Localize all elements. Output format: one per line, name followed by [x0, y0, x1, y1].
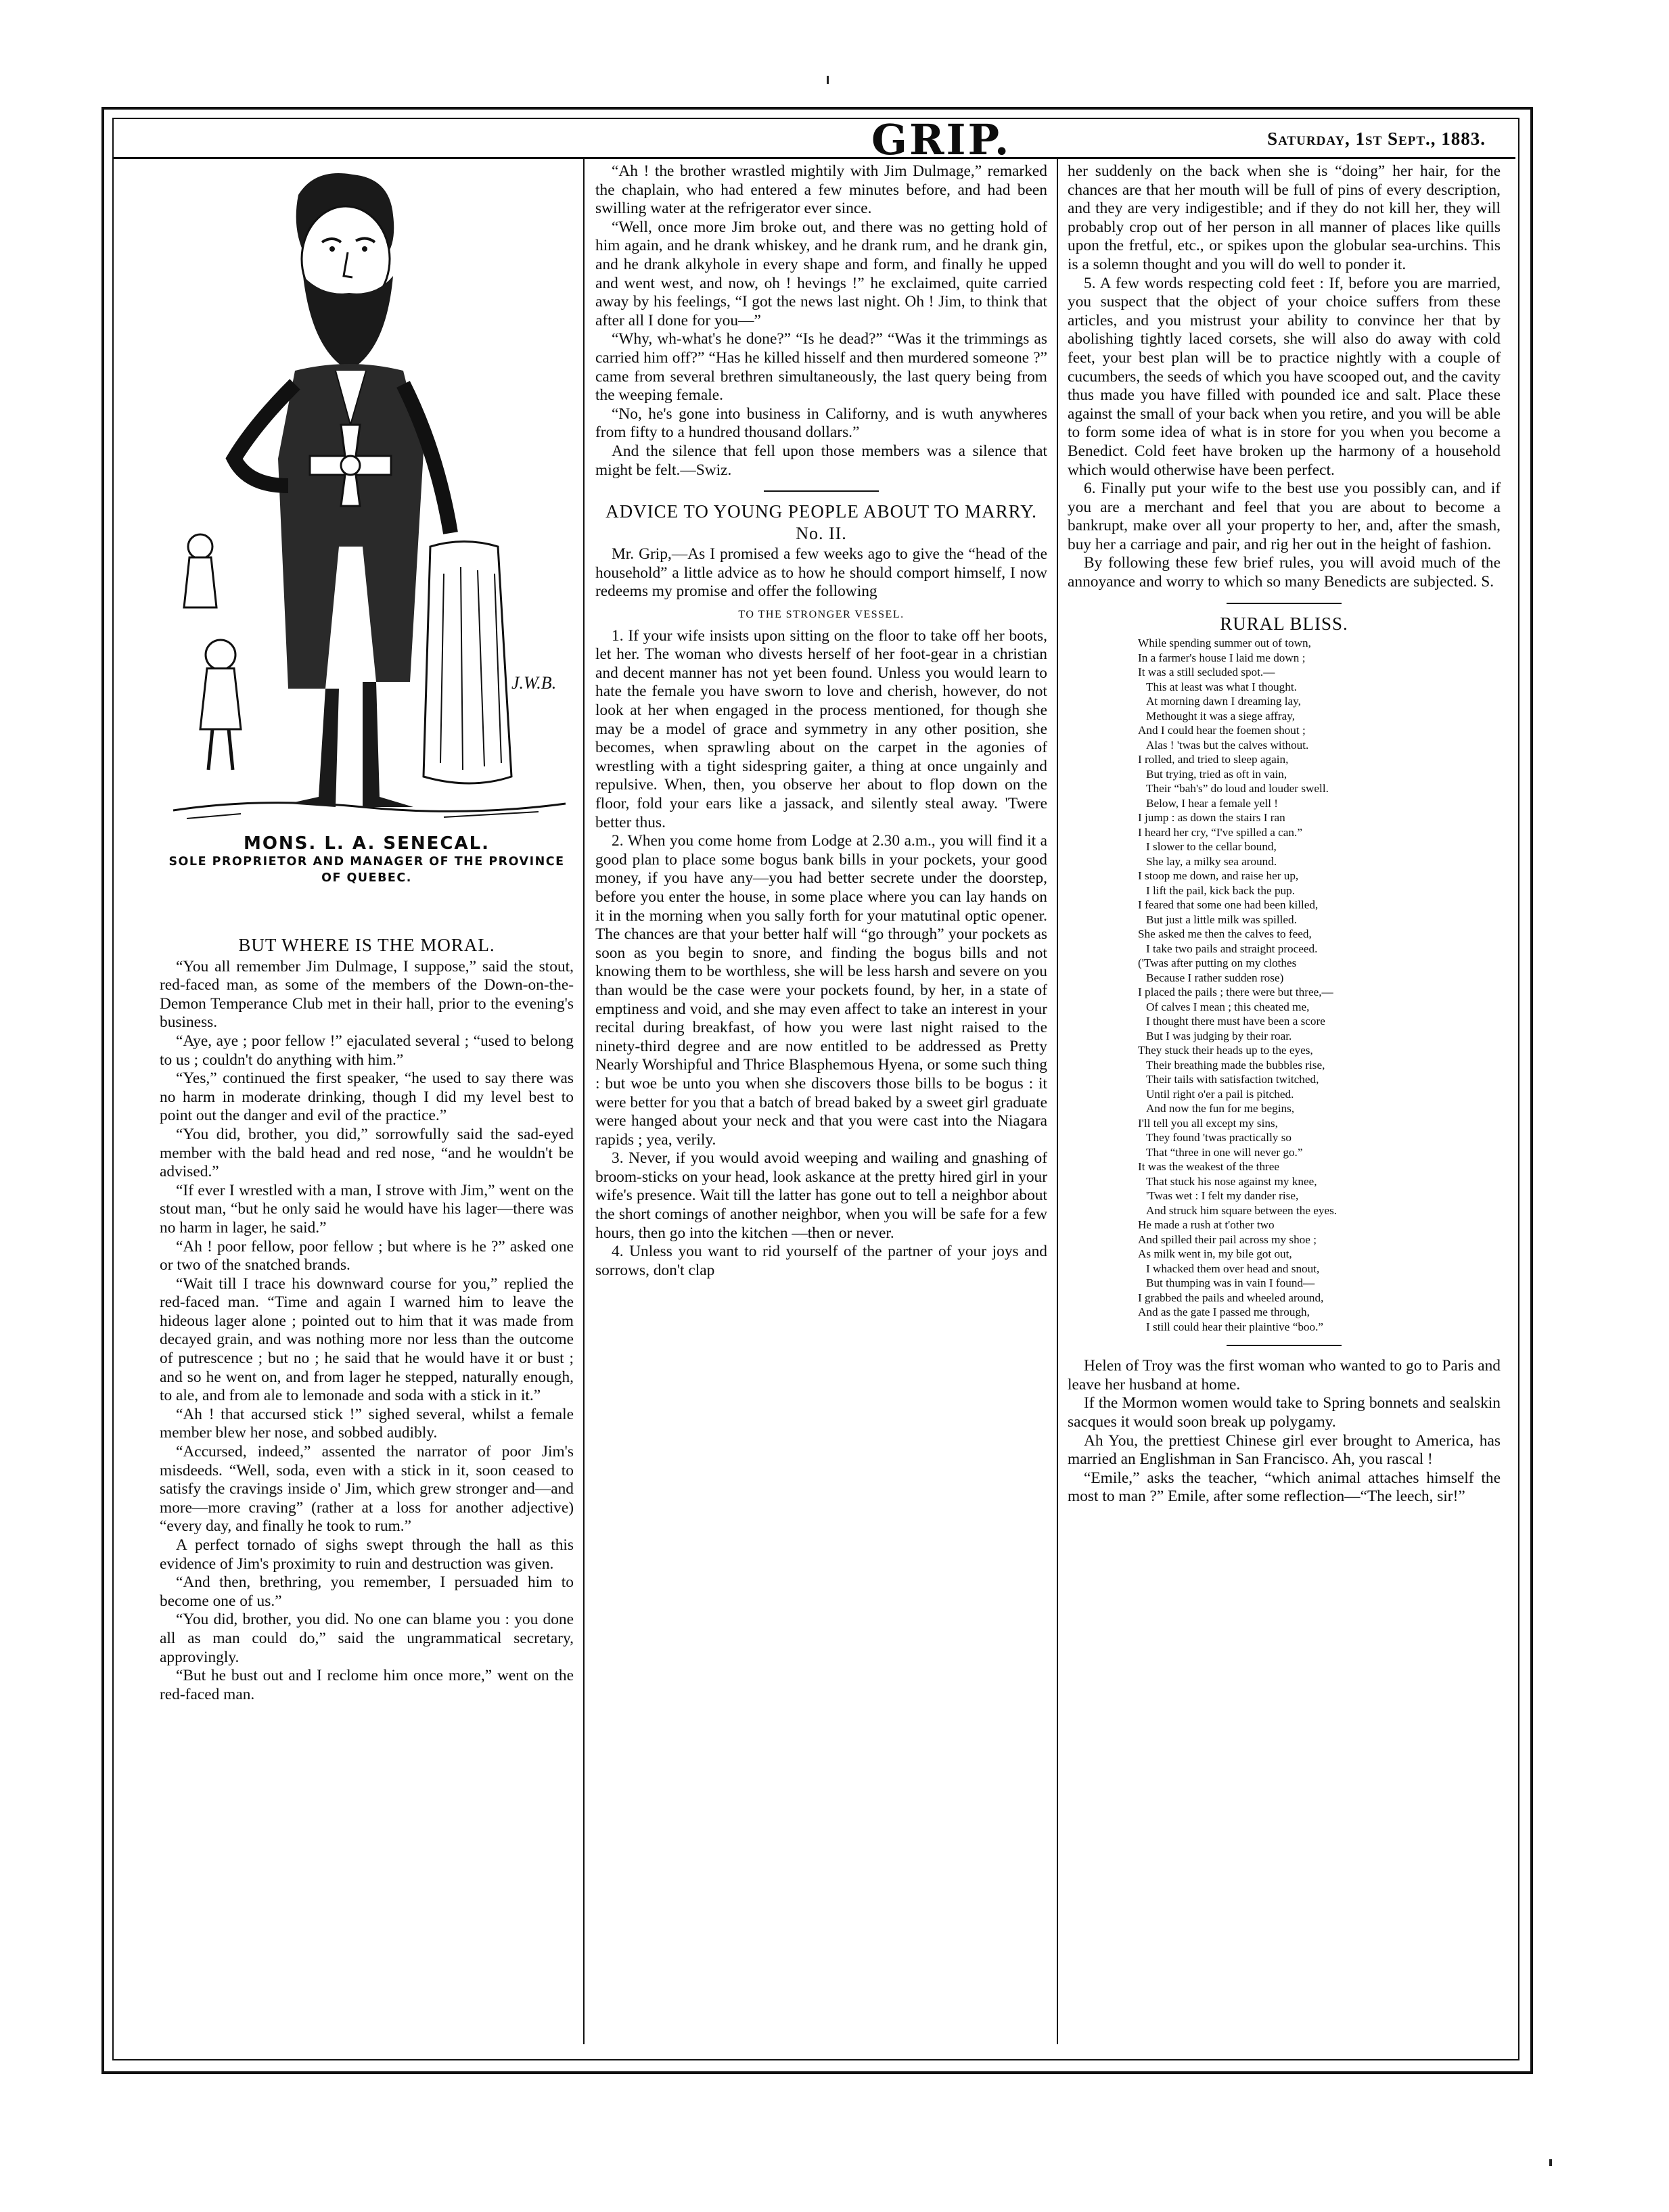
poem-line: I grabbed the pails and wheeled around,	[1138, 1291, 1324, 1304]
paragraph: “But he bust out and I reclome him once more,” went on the red-faced man.	[160, 1667, 574, 1703]
poem-line: Their breathing made the bubbles rise,	[1146, 1058, 1325, 1072]
poem-line: But trying, tried as oft in vain,	[1146, 767, 1287, 781]
poem-line: And now the fun for me begins,	[1146, 1102, 1295, 1115]
paragraph: “You did, brother, you did,” sorrowfully said the sad-eyed member with the bald head and red nose, “and he wouldn't be advised.”	[160, 1125, 574, 1181]
poem-line: That “three in one will never go.”	[1146, 1145, 1303, 1159]
paragraph: 3. Never, if you would avoid weeping and wailing and gnashing of broom-sticks on your head, look askance at the pretty hired girl in your wife's presence. Wait till the latter has gone out to tell a neighbor about the short comings of another neighbor, when you will be safe for a few hours, then go into the kitchen —then or never.	[595, 1149, 1047, 1242]
column-1	[160, 932, 574, 1704]
poem-line: And spilled their pail across my shoe ;	[1138, 1232, 1317, 1246]
poem-line: But just a little milk was spilled.	[1146, 913, 1297, 926]
paragraph: her suddenly on the back when she is “doing” her hair, for the chances are that her mouth will be full of pins of every description, and they are very indigestible; and if they do not kill her, they will probably crop out of her person in all manner of places like quills upon the fretful, etc., or spikes upon the globular sea-urchins. This is a solemn thought and you will do well to ponder it.	[1068, 162, 1501, 273]
poem-line: Methought it was a siege affray,	[1146, 709, 1296, 722]
poem-line: Their tails with satisfaction twitched,	[1146, 1073, 1319, 1086]
poem-line: And struck him square between the eyes.	[1146, 1203, 1338, 1217]
poem-line: Below, I hear a female yell !	[1146, 796, 1279, 810]
poem-line: They found 'twas practically so	[1146, 1131, 1292, 1145]
paragraph: 4. Unless you want to rid yourself of the partner of your joys and sorrows, don't clap	[595, 1243, 1047, 1279]
article-number: No. II.	[796, 523, 847, 543]
paragraph: A perfect tornado of sighs swept through the hall as this evidence of Jim's proximity to ruin and destruction was given.	[160, 1536, 574, 1573]
poem-line: She lay, a milky sea around.	[1146, 854, 1277, 868]
paragraph: And the silence that fell upon those members was a silence that might be felt.—Swiz.	[595, 442, 1047, 479]
poem-line: And as the gate I passed me through,	[1138, 1306, 1310, 1319]
poem-line: I jump : as down the stairs I ran	[1138, 811, 1285, 825]
poem-line: 'Twas wet : I felt my dander rise,	[1146, 1189, 1299, 1203]
paragraph: Helen of Troy was the first woman who wanted to go to Paris and leave her husband at home.	[1068, 1357, 1501, 1393]
article-subheading: TO THE STRONGER VESSEL.	[738, 609, 905, 621]
poem-line: It was a still secluded spot.—	[1138, 666, 1275, 679]
poem-line: I feared that some one had been killed,	[1138, 898, 1319, 912]
poem-line: It was the weakest of the three	[1138, 1160, 1280, 1174]
poem-line: Because I rather sudden rose)	[1146, 971, 1284, 984]
paragraph: “Well, once more Jim broke out, and there was no getting hold of him again, and he drank whiskey, and he drank rum, and he drank gin, and he drank alkyhole in every shape and form, and finally he upped and went west, and now, oh ! hevings !” he exclaimed, quite carried away by his feelings, “I got the news last night. Oh ! Jim, to think that after all I done for you—”	[595, 218, 1047, 329]
poem-line: Their “bah's” do loud and louder swell.	[1146, 782, 1329, 796]
column-2	[595, 162, 1047, 1280]
paragraph: “And then, brethring, you remember, I persuaded him to become one of us.”	[160, 1573, 574, 1610]
paragraph: 1. If your wife insists upon sitting on the floor to take off her boots, let her. The woman who divests herself of her foot-gear in a christian and decent manner has not yet been found. Unless you would learn to hate the female you have sworn to love and cherish, however, do not look at her when engaged in the process mentioned, for though she may be a model of grace and symmetry in any other position, she becomes, when sprawling about on the carpet in the agonies of wrestling with a tight sidespring gaiter, a thing at once ungainly and repulsive. When, then, you observe her about to flop down on the floor, fold your ears like a jassack, and silently steal away. 'Twere better thus.	[595, 626, 1047, 831]
poem-line: Until right o'er a pail is pitched.	[1146, 1087, 1294, 1101]
masthead-title: GRIP.	[871, 115, 1011, 164]
poem-line: I slower to the cellar bound,	[1146, 840, 1277, 854]
paragraph: 5. A few words respecting cold feet : If, before you are married, you suspect that the object of your choice suffers from these articles, and you mistrust your ability to convince her that by abolishing tightly laced corsets, she will also do away with cold feet, your best plan will be to practice nightly with a couple of cucumbers, the seeds of which you have scooped out, and the cavity thus made you have filled with pounded ice and salt. Place these against the small of your back when you retire, and you will be able to form some idea of what is in store for you when you become a Benedict. Cold feet have broken up the harmony of a household which would otherwise have been perfect.	[1068, 274, 1501, 479]
paragraph: Ah You, the prettiest Chinese girl ever brought to America, has married an Englishman in San Francisco. Ah, you rascal !	[1068, 1431, 1501, 1469]
paragraph: “You all remember Jim Dulmage, I suppose,” said the stout, red-faced man, as some of the members of the Down-on-the-Demon Temperance Club met in their hall, prior to the evening's business.	[160, 957, 574, 1032]
poem-line: I still could hear their plaintive “boo.”	[1146, 1320, 1324, 1333]
poem-line: I whacked them over head and snout,	[1146, 1262, 1320, 1275]
artist-signature: J.W.B.	[511, 673, 557, 693]
poem-line: I lift the pail, kick back the pup.	[1146, 883, 1296, 897]
paragraph: “Emile,” asks the teacher, “which animal attaches himself the most to man ?” Emile, after some reflection—“The leech, sir!”	[1068, 1469, 1501, 1506]
poem-line: ('Twas after putting on my clothes	[1138, 957, 1297, 970]
poem-line: Alas ! 'twas but the calves without.	[1146, 738, 1309, 752]
section-divider	[1227, 1345, 1342, 1346]
masthead	[114, 115, 1515, 164]
illustration-caption	[160, 833, 574, 886]
poem-line: I rolled, and tried to sleep again,	[1138, 753, 1289, 766]
paragraph: “You did, brother, you did. No one can blame you : you done all as man could do,” said the ungrammatical secretary, approvingly.	[160, 1611, 574, 1666]
poem-line: She asked me then the calves to feed,	[1138, 927, 1312, 941]
poem-line: And I could hear the foemen shout ;	[1138, 724, 1306, 737]
poem-title: RURAL BLISS.	[1220, 613, 1348, 634]
paragraph: “Ah ! poor fellow, poor fellow ; but where is he ?” asked one or two of the snatched brands.	[160, 1237, 574, 1274]
paragraph: “Ah ! that accursed stick !” sighed several, whilst a female member blew her nose, and sobbed audibly.	[160, 1405, 574, 1442]
paragraph: “Wait till I trace his downward course for you,” replied the red-faced man. “Time and again I warned him to leave the hideous lager alone ; pointed out to him that it was made from decayed grain, and was nothing more nor less than the outcome of putrescence ; but no ; he said that he would have it or bust ; and so he went on, and from lager he stepped, naturally enough, to ale, and from ale to lemonade and soda with a stick in it.”	[160, 1274, 574, 1405]
column-rule-1	[583, 158, 585, 2044]
poem-line: I stoop me down, and raise her up,	[1138, 869, 1299, 883]
paragraph: “No, he's gone into business in Californy, and is wuth anywheres from fifty to a hundred thousand dollars.”	[595, 405, 1047, 442]
poem-line: But I was judging by their roar.	[1146, 1029, 1292, 1042]
paragraph-intro: Mr. Grip,—As I promised a few weeks ago to give the “head of the household” a little advice as to how he should comport himself, I now redeems my promise and offer the following	[595, 545, 1047, 601]
poem-line: I thought there must have been a score	[1146, 1015, 1325, 1028]
poem-line: But thumping was in vain I found—	[1146, 1276, 1315, 1290]
paragraph: By following these few brief rules, you will avoid much of the annoyance and worry to which so many Benedicts are subjected. S.	[1068, 554, 1501, 591]
poem-line: Of calves I mean ; this cheated me,	[1146, 1000, 1310, 1013]
paragraph: “Why, wh-what's he done?” “Is he dead?” “Was it the trimmings as carried him off?” “Has he killed hisself and then murdered someone ?” came from several brethren simultaneously, the last query being from the weeping female.	[595, 330, 1047, 405]
paragraph: 2. When you come home from Lodge at 2.30 a.m., you will find it a good plan to place some bogus bank bills in your pockets, your good money, if you have any—you had better secrete under the doorstep, before you enter the house, in some place where you can lay hands on it in the morning when you sally forth for your matutinal optic opener. The chances are that your better half will “go through” your pockets as soon as you begin to snore, and finding the bogus bills and not knowing them to be worthless, she will be less harsh and severe on you than would be the case were your pockets found, by her, in a state of emptiness and void, and she may even affect to take an interest in your recital during breakfast, of how you were last night raised to the ninety-third degree and are now entitled to be addressed as Pretty Nearly Worshipful and Thrice Blasphemous Hyena, or some such thing : but woe be unto you when she discovers those bills to be bogus : it were better for you that a batch of bread baked by a sweet girl graduate were hanged about your neck and that you were cast into the Niagara rapids ; yea, verily.	[595, 832, 1047, 1149]
paragraph: 6. Finally put your wife to the best use you possibly can, and if you are a merchant and feel that you are about to become a bankrupt, make over all your property to her, and, after the smash, buy her a carriage and pair, and rig her out in the height of fashion.	[1068, 480, 1501, 553]
poem-line: This at least was what I thought.	[1146, 680, 1297, 693]
poem-line: He made a rush at t'other two	[1138, 1218, 1275, 1232]
poem-line: At morning dawn I dreaming lay,	[1146, 695, 1301, 708]
poem-line: I placed the pails ; there were but three,—	[1138, 986, 1333, 999]
print-speck	[1549, 2159, 1552, 2166]
article-heading: ADVICE TO YOUNG PEOPLE ABOUT TO MARRY.	[605, 501, 1037, 522]
caricature-illustration	[160, 168, 572, 837]
article-heading: BUT WHERE IS THE MORAL.	[238, 935, 495, 955]
caption-name: MONS. L. A. SENECAL.	[243, 833, 490, 854]
poem-line: I'll tell you all except my sins,	[1138, 1116, 1278, 1130]
print-speck	[827, 76, 829, 84]
poem-line: While spending summer out of town,	[1138, 637, 1311, 650]
column-rule-2	[1057, 158, 1058, 2044]
section-divider	[764, 490, 879, 492]
paragraph: “If ever I wrestled with a man, I strove with Jim,” went on the stout man, “but he only said he would have his lager—there was no harm in lager, he said.”	[160, 1181, 574, 1237]
poem-line: In a farmer's house I laid me down ;	[1138, 651, 1306, 664]
poem-line: As milk went in, my bile got out,	[1138, 1247, 1292, 1261]
paragraph: “Accursed, indeed,” assented the narrator of poor Jim's misdeeds. “Well, soda, even with a stick in it, soon ceased to satisfy the cravings inside o' Jim, which grew stronger and—and more—more craving” (rather at a loss for another adjective) “every day, and finally he took to rum.”	[160, 1443, 574, 1536]
column-3	[1068, 162, 1501, 1506]
poem-line: I heard her cry, “I've spilled a can.”	[1138, 825, 1302, 839]
section-divider	[1227, 603, 1342, 604]
poem-line: That stuck his nose against my knee,	[1146, 1174, 1317, 1188]
masthead-date: Saturday, 1st Sept., 1883.	[1267, 129, 1486, 149]
paragraph: “Yes,” continued the first speaker, “he used to say there was no harm in moderate drinking, though I did my level best to point out the danger and evil of the practice.”	[160, 1069, 574, 1125]
poem-line: They stuck their heads up to the eyes,	[1138, 1044, 1313, 1057]
paragraph: “Ah ! the brother wrastled mightily with Jim Dulmage,” remarked the chaplain, who had entered a few minutes before, and had been swilling water at the refrigerator ever since.	[595, 162, 1047, 218]
paragraph: If the Mormon women would take to Spring bonnets and sealskin sacques it would soon break up polygamy.	[1068, 1394, 1501, 1431]
poem-line: I take two pails and straight proceed.	[1146, 942, 1318, 955]
caption-subtitle: SOLE PROPRIETOR AND MANAGER OF THE PROVINCE OF QUEBEC.	[168, 855, 565, 885]
poem-rural-bliss	[1138, 636, 1501, 1334]
paragraph: “Aye, aye ; poor fellow !” ejaculated several ; “used to belong to us ; couldn't do anything with him.”	[160, 1032, 574, 1069]
